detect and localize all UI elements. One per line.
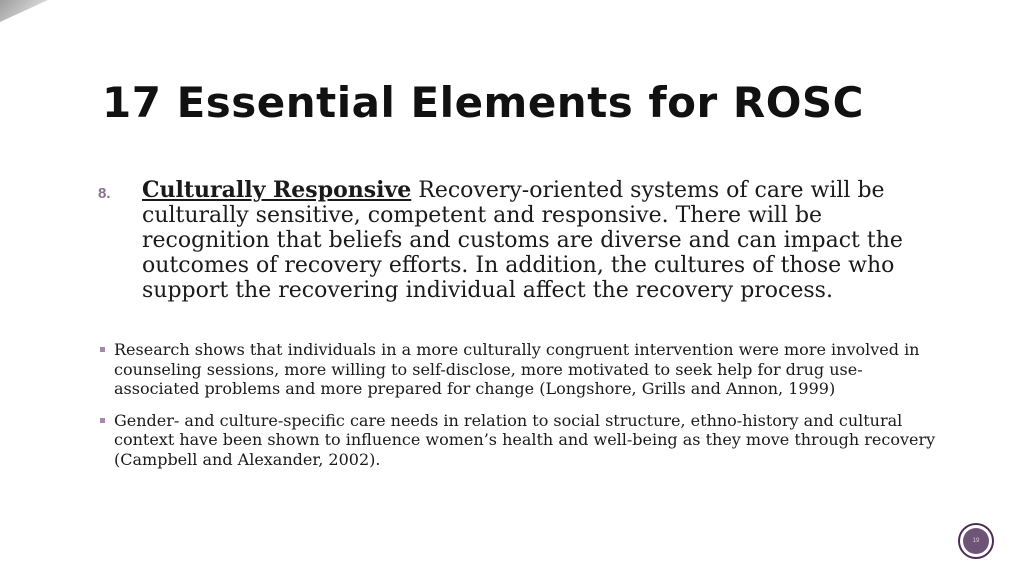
- list-item-text: [142, 178, 928, 303]
- slide-title: 17 Essential Elements for ROSC: [102, 78, 864, 127]
- square-bullet-icon: [100, 418, 105, 423]
- bullet-item: [98, 411, 938, 470]
- list-item-heading: Culturally Responsive: [142, 177, 412, 203]
- slide-number-button[interactable]: [958, 523, 994, 559]
- list-item-body: Recovery-oriented systems of care will be culturally sensitive, competent and responsive. There will be recognition that beliefs and customs are diverse and can impact the outcomes of recovery efforts. In addition, the cultures of those who support the recovering individual affect the recovery process.: [142, 178, 903, 303]
- square-bullet-icon: [100, 347, 105, 352]
- bullet-item-text: Gender- and culture-specific care needs in relation to social structure, ethno-history and cultural context have been shown to influence women’s health and well-being as they move through recovery (Campbell and Alexander, 2002).: [114, 410, 936, 469]
- slide-number: 19: [972, 538, 980, 544]
- bullet-item: [98, 340, 938, 399]
- corner-decoration: [0, 0, 48, 22]
- bullet-list: [98, 340, 938, 481]
- bullet-item-text: Research shows that individuals in a more culturally congruent intervention were more involved in counseling sessions, more willing to self-disclose, more motivated to seek help for drug use-associated problems and more prepared for change (Longshore, Grills and Annon, 1999): [114, 340, 920, 398]
- list-item-number: 8.: [98, 185, 111, 202]
- numbered-list-item: [98, 178, 928, 303]
